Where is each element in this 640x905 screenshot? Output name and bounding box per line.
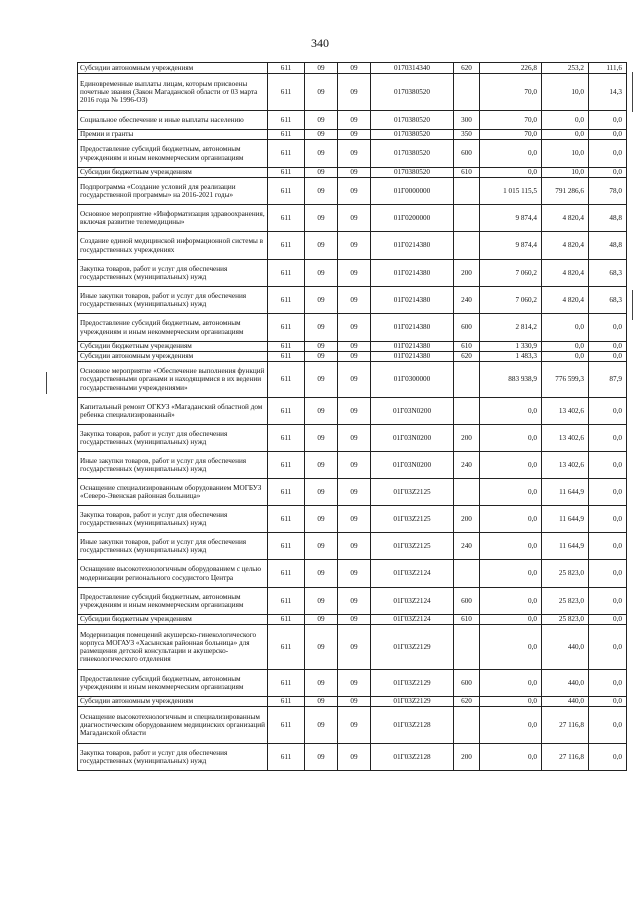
- cell-section: 09: [305, 130, 338, 140]
- cell-pct: 0,0: [589, 342, 627, 352]
- table-row: [78, 707, 627, 744]
- cell-subsection: 09: [338, 205, 371, 232]
- cell-vr: 610: [454, 168, 480, 178]
- cell-pct: 14,3: [589, 74, 627, 111]
- cell-section: 09: [305, 205, 338, 232]
- cell-sum1: 1 483,3: [480, 352, 542, 362]
- cell-sum1: 0,0: [480, 168, 542, 178]
- cell-subsection: 09: [338, 130, 371, 140]
- cell-pct: 0,0: [589, 560, 627, 588]
- cell-sum2: 10,0: [542, 168, 589, 178]
- cell-admin: 611: [268, 707, 305, 744]
- cell-vr: 620: [454, 63, 480, 74]
- table-row: [78, 560, 627, 588]
- cell-sum1: 0,0: [480, 625, 542, 670]
- cell-admin: 611: [268, 342, 305, 352]
- cell-sum1: 0,0: [480, 533, 542, 560]
- table-row: [78, 314, 627, 342]
- cell-vr: [454, 707, 480, 744]
- cell-subsection: 09: [338, 140, 371, 168]
- cell-subsection: 09: [338, 707, 371, 744]
- cell-name: Субсидии бюджетным учреждениям: [78, 615, 268, 625]
- cell-pct: 0,0: [589, 111, 627, 130]
- cell-target: 01Г03Z2128: [371, 707, 454, 744]
- cell-section: 09: [305, 588, 338, 615]
- cell-sum2: 27 116,8: [542, 707, 589, 744]
- cell-sum2: 11 644,9: [542, 506, 589, 533]
- cell-target: 01Г0000000: [371, 178, 454, 205]
- cell-section: 09: [305, 232, 338, 260]
- cell-pct: 0,0: [589, 625, 627, 670]
- cell-pct: 78,0: [589, 178, 627, 205]
- cell-admin: 611: [268, 260, 305, 287]
- table-row: [78, 342, 627, 352]
- cell-sum1: 0,0: [480, 140, 542, 168]
- cell-section: 09: [305, 178, 338, 205]
- cell-admin: 611: [268, 588, 305, 615]
- table-row: [78, 287, 627, 314]
- table-row: [78, 140, 627, 168]
- cell-target: 01Г0300000: [371, 362, 454, 398]
- cell-target: 01Г03Z2124: [371, 615, 454, 625]
- cell-sum1: 9 874,4: [480, 205, 542, 232]
- cell-sum2: 0,0: [542, 314, 589, 342]
- cell-subsection: 09: [338, 178, 371, 205]
- cell-section: 09: [305, 74, 338, 111]
- cell-sum2: 440,0: [542, 670, 589, 697]
- cell-pct: 48,8: [589, 205, 627, 232]
- cell-subsection: 09: [338, 560, 371, 588]
- cell-sum2: 25 823,0: [542, 588, 589, 615]
- cell-vr: 600: [454, 588, 480, 615]
- cell-target: 0170380520: [371, 140, 454, 168]
- cell-section: 09: [305, 452, 338, 479]
- cell-name: Иные закупки товаров, работ и услуг для обеспечения государственных (муниципальных) нужд: [78, 452, 268, 479]
- cell-pct: 0,0: [589, 744, 627, 771]
- cell-sum1: 7 060,2: [480, 287, 542, 314]
- cell-subsection: 09: [338, 232, 371, 260]
- cell-name: Закупка товаров, работ и услуг для обеспечения государственных (муниципальных) нужд: [78, 744, 268, 771]
- cell-sum1: 0,0: [480, 744, 542, 771]
- cell-pct: 0,0: [589, 425, 627, 452]
- cell-vr: 240: [454, 287, 480, 314]
- cell-name: Оснащение высокотехнологичным оборудованием с целью модернизации регионального сосудистого Центра: [78, 560, 268, 588]
- cell-admin: 611: [268, 615, 305, 625]
- cell-sum2: 440,0: [542, 625, 589, 670]
- cell-subsection: 09: [338, 615, 371, 625]
- cell-name: Основное мероприятие «Информатизация здравоохранения, включая развитие телемедицины»: [78, 205, 268, 232]
- cell-pct: 68,3: [589, 260, 627, 287]
- cell-subsection: 09: [338, 744, 371, 771]
- cell-admin: 611: [268, 352, 305, 362]
- table-row: [78, 670, 627, 697]
- cell-sum2: 13 402,6: [542, 452, 589, 479]
- cell-vr: 610: [454, 342, 480, 352]
- cell-target: 01Г0214380: [371, 342, 454, 352]
- cell-name: Капитальный ремонт ОГКУЗ «Магаданский областной дом ребенка специализированный»: [78, 398, 268, 425]
- cell-name: Субсидии автономным учреждениям: [78, 697, 268, 707]
- cell-sum2: 4 820,4: [542, 260, 589, 287]
- cell-vr: 350: [454, 130, 480, 140]
- cell-admin: 611: [268, 398, 305, 425]
- cell-name: Субсидии бюджетным учреждениям: [78, 168, 268, 178]
- table-row: [78, 362, 627, 398]
- cell-sum2: 440,0: [542, 697, 589, 707]
- cell-sum2: 791 286,6: [542, 178, 589, 205]
- cell-target: 01Г03Z2129: [371, 697, 454, 707]
- cell-target: 01Г03Z2125: [371, 533, 454, 560]
- cell-section: 09: [305, 63, 338, 74]
- cell-sum2: 10,0: [542, 74, 589, 111]
- cell-name: Субсидии бюджетным учреждениям: [78, 342, 268, 352]
- cell-vr: 200: [454, 425, 480, 452]
- table-row: [78, 260, 627, 287]
- cell-sum1: 1 015 115,5: [480, 178, 542, 205]
- cell-sum1: 0,0: [480, 707, 542, 744]
- cell-name: Подпрограмма «Создание условий для реализации государственной программы» на 2016-2021 годы»: [78, 178, 268, 205]
- cell-sum1: 1 330,9: [480, 342, 542, 352]
- cell-name: Социальное обеспечение и иные выплаты населению: [78, 111, 268, 130]
- cell-admin: 611: [268, 287, 305, 314]
- table-row: [78, 111, 627, 130]
- cell-admin: 611: [268, 232, 305, 260]
- cell-sum2: 0,0: [542, 352, 589, 362]
- cell-subsection: 09: [338, 697, 371, 707]
- cell-target: 01Г03Z2124: [371, 560, 454, 588]
- cell-section: 09: [305, 744, 338, 771]
- cell-section: 09: [305, 670, 338, 697]
- cell-vr: 240: [454, 452, 480, 479]
- cell-pct: 0,0: [589, 452, 627, 479]
- cell-sum2: 776 599,3: [542, 362, 589, 398]
- cell-name: Модернизация помещений акушерско-гинекологического корпуса МОГАУЗ «Хасынская районная больница» для размещения детской консультации и акушерско-гинекологического отделения: [78, 625, 268, 670]
- cell-name: Предоставление субсидий бюджетным, автономным учреждениям и иным некоммерческим организациям: [78, 140, 268, 168]
- cell-target: 01Г03Z2125: [371, 479, 454, 506]
- cell-section: 09: [305, 260, 338, 287]
- cell-sum2: 4 820,4: [542, 205, 589, 232]
- cell-subsection: 09: [338, 111, 371, 130]
- cell-subsection: 09: [338, 506, 371, 533]
- cell-target: 01Г03Z2125: [371, 506, 454, 533]
- cell-admin: 611: [268, 506, 305, 533]
- cell-admin: 611: [268, 168, 305, 178]
- cell-subsection: 09: [338, 352, 371, 362]
- cell-section: 09: [305, 615, 338, 625]
- table-row: [78, 130, 627, 140]
- budget-table: [77, 62, 627, 771]
- cell-sum2: 13 402,6: [542, 398, 589, 425]
- cell-vr: 600: [454, 314, 480, 342]
- cell-admin: 611: [268, 560, 305, 588]
- cell-section: 09: [305, 352, 338, 362]
- cell-name: Закупка товаров, работ и услуг для обеспечения государственных (муниципальных) нужд: [78, 425, 268, 452]
- cell-sum2: 25 823,0: [542, 560, 589, 588]
- cell-name: Оснащение специализированным оборудованием МОГБУЗ «Северо-Эвенская районная больница»: [78, 479, 268, 506]
- cell-admin: 611: [268, 74, 305, 111]
- cell-pct: 0,0: [589, 670, 627, 697]
- cell-vr: 300: [454, 111, 480, 130]
- cell-sum2: 4 820,4: [542, 287, 589, 314]
- cell-sum2: 0,0: [542, 111, 589, 130]
- budget-table-body: [78, 63, 627, 771]
- table-row: [78, 479, 627, 506]
- cell-target: 0170380520: [371, 130, 454, 140]
- cell-section: 09: [305, 287, 338, 314]
- table-row: [78, 168, 627, 178]
- cell-pct: 87,9: [589, 362, 627, 398]
- cell-name: Иные закупки товаров, работ и услуг для обеспечения государственных (муниципальных) нужд: [78, 533, 268, 560]
- cell-pct: 68,3: [589, 287, 627, 314]
- cell-section: 09: [305, 362, 338, 398]
- cell-name: Иные закупки товаров, работ и услуг для обеспечения государственных (муниципальных) нужд: [78, 287, 268, 314]
- cell-target: 01Г03N0200: [371, 425, 454, 452]
- cell-sum1: 0,0: [480, 560, 542, 588]
- cell-name: Единовременные выплаты лицам, которым присвоены почетные звания (Закон Магаданской области от 03 марта 2016 года № 1996-ОЗ): [78, 74, 268, 111]
- cell-section: 09: [305, 707, 338, 744]
- cell-subsection: 09: [338, 533, 371, 560]
- cell-admin: 611: [268, 479, 305, 506]
- cell-vr: 200: [454, 260, 480, 287]
- cell-vr: 200: [454, 744, 480, 771]
- cell-section: 09: [305, 425, 338, 452]
- cell-admin: 611: [268, 425, 305, 452]
- table-row: [78, 398, 627, 425]
- cell-admin: 611: [268, 205, 305, 232]
- cell-vr: 620: [454, 697, 480, 707]
- cell-name: Создание единой медицинской информационной системы в государственных учреждениях: [78, 232, 268, 260]
- cell-sum1: 226,8: [480, 63, 542, 74]
- cell-sum1: 7 060,2: [480, 260, 542, 287]
- cell-pct: 0,0: [589, 398, 627, 425]
- cell-vr: [454, 398, 480, 425]
- table-row: [78, 352, 627, 362]
- cell-pct: 0,0: [589, 533, 627, 560]
- cell-sum1: 0,0: [480, 697, 542, 707]
- cell-section: 09: [305, 625, 338, 670]
- cell-target: 0170314340: [371, 63, 454, 74]
- cell-pct: 0,0: [589, 314, 627, 342]
- table-row: [78, 452, 627, 479]
- cell-sum1: 0,0: [480, 398, 542, 425]
- cell-admin: 611: [268, 362, 305, 398]
- cell-sum2: 11 644,9: [542, 479, 589, 506]
- cell-section: 09: [305, 479, 338, 506]
- cell-admin: 611: [268, 625, 305, 670]
- cell-pct: 0,0: [589, 707, 627, 744]
- cell-vr: [454, 74, 480, 111]
- cell-subsection: 09: [338, 260, 371, 287]
- cell-name: Основное мероприятие «Обеспечение выполнения функций государственными органами и находящимися в их ведении государственными учреждениями»: [78, 362, 268, 398]
- cell-name: Предоставление субсидий бюджетным, автономным учреждениям и иным некоммерческим организациям: [78, 588, 268, 615]
- cell-target: 01Г0214380: [371, 352, 454, 362]
- cell-name: Премии и гранты: [78, 130, 268, 140]
- cell-name: Предоставление субсидий бюджетным, автономным учреждениям и иным некоммерческим организациям: [78, 670, 268, 697]
- table-row: [78, 588, 627, 615]
- cell-section: 09: [305, 506, 338, 533]
- cell-vr: [454, 625, 480, 670]
- cell-admin: 611: [268, 314, 305, 342]
- cell-subsection: 09: [338, 479, 371, 506]
- cell-subsection: 09: [338, 670, 371, 697]
- cell-subsection: 09: [338, 168, 371, 178]
- cell-section: 09: [305, 314, 338, 342]
- cell-sum2: 11 644,9: [542, 533, 589, 560]
- cell-subsection: 09: [338, 342, 371, 352]
- cell-section: 09: [305, 697, 338, 707]
- cell-pct: 0,0: [589, 352, 627, 362]
- cell-vr: 240: [454, 533, 480, 560]
- cell-name: Закупка товаров, работ и услуг для обеспечения государственных (муниципальных) нужд: [78, 506, 268, 533]
- cell-admin: 611: [268, 130, 305, 140]
- cell-sum2: 13 402,6: [542, 425, 589, 452]
- cell-target: 01Г03Z2128: [371, 744, 454, 771]
- cell-target: 01Г03Z2124: [371, 588, 454, 615]
- cell-sum1: 0,0: [480, 479, 542, 506]
- cell-sum2: 0,0: [542, 130, 589, 140]
- cell-subsection: 09: [338, 314, 371, 342]
- cell-target: 0170380520: [371, 74, 454, 111]
- cell-pct: 0,0: [589, 130, 627, 140]
- cell-sum2: 0,0: [542, 342, 589, 352]
- cell-target: 01Г03Z2129: [371, 670, 454, 697]
- cell-sum2: 253,2: [542, 63, 589, 74]
- cell-subsection: 09: [338, 362, 371, 398]
- cell-section: 09: [305, 342, 338, 352]
- cell-sum1: 0,0: [480, 670, 542, 697]
- cell-target: 01Г03N0200: [371, 452, 454, 479]
- cell-sum1: 883 938,9: [480, 362, 542, 398]
- page-number: 340: [311, 36, 329, 50]
- cell-admin: 611: [268, 533, 305, 560]
- cell-admin: 611: [268, 697, 305, 707]
- cell-section: 09: [305, 398, 338, 425]
- cell-sum1: 70,0: [480, 130, 542, 140]
- cell-vr: [454, 479, 480, 506]
- cell-target: 01Г0214380: [371, 314, 454, 342]
- budget-table-container: [77, 62, 626, 771]
- cell-vr: [454, 205, 480, 232]
- table-row: [78, 63, 627, 74]
- cell-pct: 0,0: [589, 140, 627, 168]
- cell-subsection: 09: [338, 452, 371, 479]
- cell-sum2: 25 823,0: [542, 615, 589, 625]
- cell-name: Предоставление субсидий бюджетным, автономным учреждениям и иным некоммерческим организациям: [78, 314, 268, 342]
- table-row: [78, 615, 627, 625]
- cell-sum1: 0,0: [480, 425, 542, 452]
- cell-pct: 0,0: [589, 479, 627, 506]
- cell-target: 0170380520: [371, 168, 454, 178]
- cell-sum2: 4 820,4: [542, 232, 589, 260]
- cell-target: 01Г0214380: [371, 232, 454, 260]
- cell-admin: 611: [268, 670, 305, 697]
- cell-section: 09: [305, 560, 338, 588]
- table-row: [78, 506, 627, 533]
- cell-sum1: 2 814,2: [480, 314, 542, 342]
- cell-admin: 611: [268, 744, 305, 771]
- cell-name: Субсидии автономным учреждениям: [78, 352, 268, 362]
- cell-section: 09: [305, 168, 338, 178]
- cell-sum1: 0,0: [480, 506, 542, 533]
- table-row: [78, 232, 627, 260]
- cell-sum1: 0,0: [480, 452, 542, 479]
- table-row: [78, 744, 627, 771]
- cell-sum1: 0,0: [480, 588, 542, 615]
- cell-pct: 0,0: [589, 588, 627, 615]
- cell-vr: 200: [454, 506, 480, 533]
- cell-vr: 620: [454, 352, 480, 362]
- cell-name: Субсидии автономным учреждениям: [78, 63, 268, 74]
- cell-subsection: 09: [338, 425, 371, 452]
- cell-pct: 0,0: [589, 168, 627, 178]
- table-row: [78, 697, 627, 707]
- cell-vr: 600: [454, 670, 480, 697]
- cell-pct: 111,6: [589, 63, 627, 74]
- cell-subsection: 09: [338, 398, 371, 425]
- cell-sum1: 9 874,4: [480, 232, 542, 260]
- cell-sum1: 70,0: [480, 74, 542, 111]
- scan-mark: [632, 290, 633, 320]
- cell-vr: 610: [454, 615, 480, 625]
- cell-sum2: 10,0: [542, 140, 589, 168]
- cell-sum1: 0,0: [480, 615, 542, 625]
- cell-subsection: 09: [338, 625, 371, 670]
- scan-mark: [632, 72, 633, 112]
- cell-sum2: 27 116,8: [542, 744, 589, 771]
- cell-pct: 48,8: [589, 232, 627, 260]
- cell-target: 01Г0214380: [371, 287, 454, 314]
- cell-admin: 611: [268, 140, 305, 168]
- cell-vr: 600: [454, 140, 480, 168]
- table-row: [78, 178, 627, 205]
- cell-admin: 611: [268, 63, 305, 74]
- cell-target: 01Г0200000: [371, 205, 454, 232]
- cell-name: Оснащение высокотехнологичным и специализированным диагностическим оборудованием медицинских организаций Магаданской области: [78, 707, 268, 744]
- table-row: [78, 625, 627, 670]
- table-row: [78, 533, 627, 560]
- cell-subsection: 09: [338, 74, 371, 111]
- cell-section: 09: [305, 111, 338, 130]
- cell-subsection: 09: [338, 588, 371, 615]
- cell-target: 0170380520: [371, 111, 454, 130]
- cell-section: 09: [305, 533, 338, 560]
- cell-pct: 0,0: [589, 506, 627, 533]
- cell-admin: 611: [268, 111, 305, 130]
- table-row: [78, 205, 627, 232]
- cell-sum1: 70,0: [480, 111, 542, 130]
- cell-admin: 611: [268, 452, 305, 479]
- cell-target: 01Г0214380: [371, 260, 454, 287]
- cell-target: 01Г03Z2129: [371, 625, 454, 670]
- cell-vr: [454, 178, 480, 205]
- cell-name: Закупка товаров, работ и услуг для обеспечения государственных (муниципальных) нужд: [78, 260, 268, 287]
- scan-mark: [46, 372, 47, 394]
- cell-target: 01Г03N0200: [371, 398, 454, 425]
- cell-vr: [454, 560, 480, 588]
- cell-vr: [454, 362, 480, 398]
- cell-subsection: 09: [338, 287, 371, 314]
- table-row: [78, 74, 627, 111]
- cell-admin: 611: [268, 178, 305, 205]
- cell-vr: [454, 232, 480, 260]
- cell-pct: 0,0: [589, 615, 627, 625]
- cell-subsection: 09: [338, 63, 371, 74]
- table-row: [78, 425, 627, 452]
- cell-section: 09: [305, 140, 338, 168]
- cell-pct: 0,0: [589, 697, 627, 707]
